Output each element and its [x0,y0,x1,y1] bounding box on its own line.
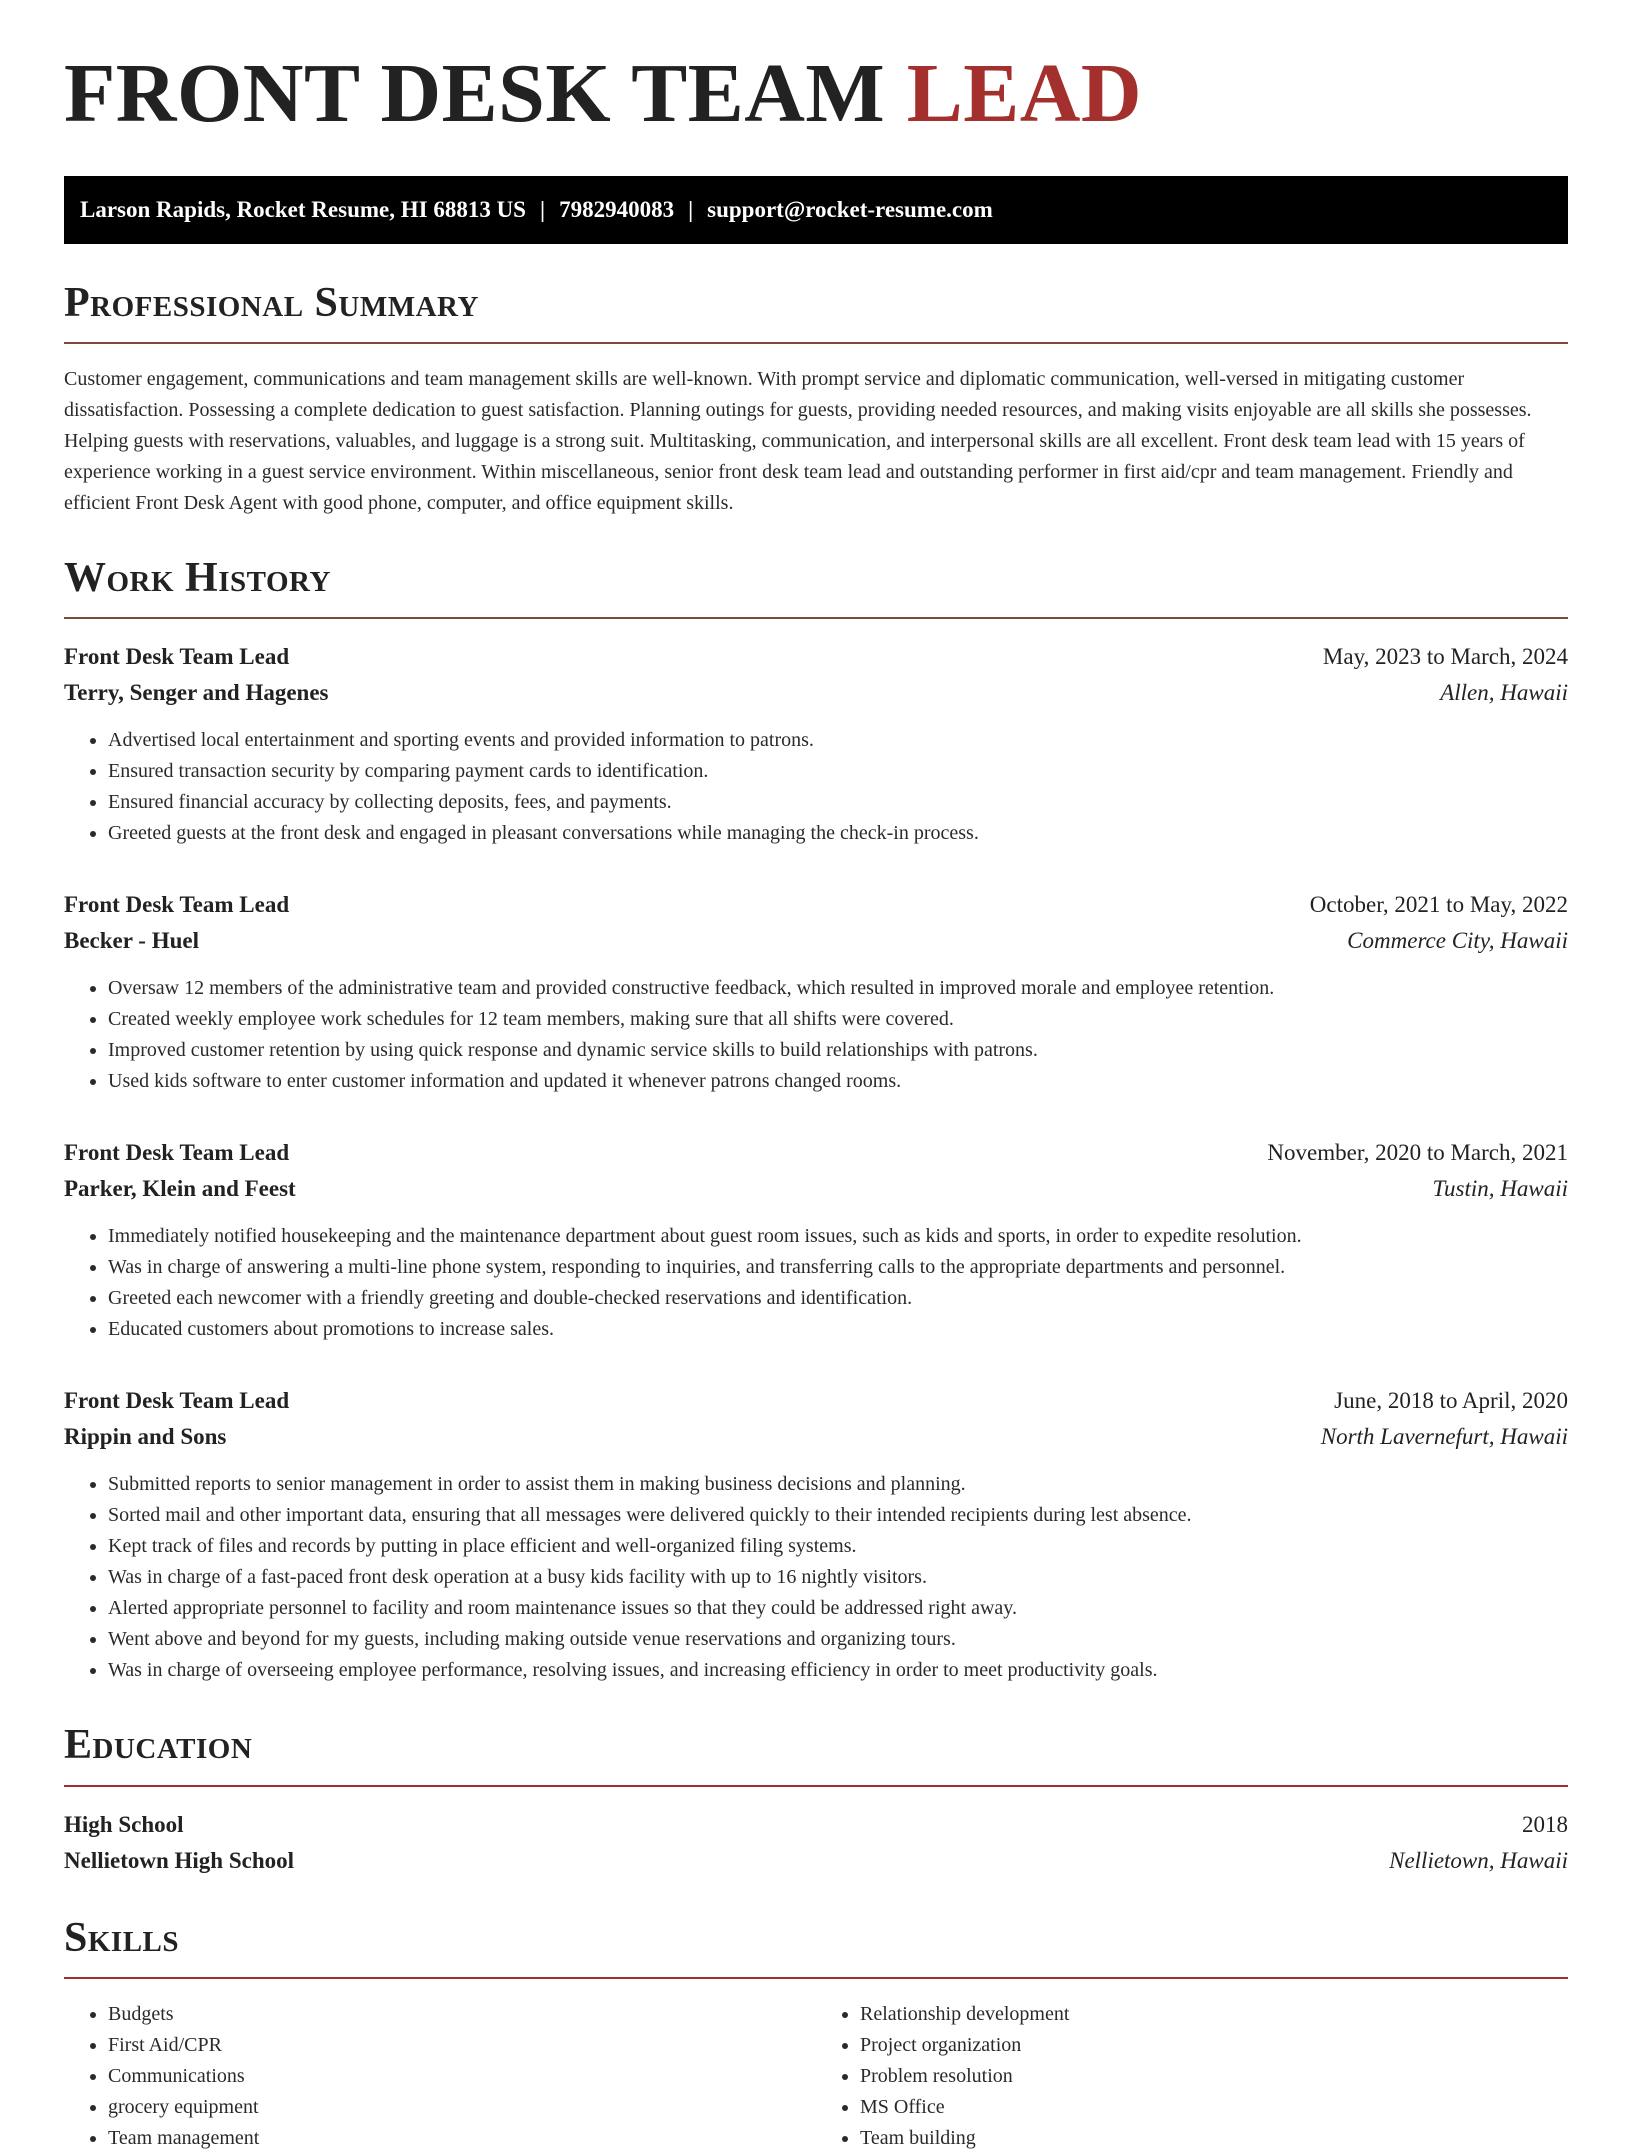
job-title: Front Desk Team Lead [64,1388,290,1414]
job-bullet: • Greeted each newcomer with a friendly greeting and double-checked reservations and identification. [108,1283,1568,1314]
job-bullet: • Went above and beyond for my guests, including making outside venue reservations and organizing tours. [108,1624,1568,1655]
contact-phone: 7982940083 [559,197,675,222]
job-header-row [64,1383,1568,1419]
job-location: Tustin, Hawaii [1432,1176,1568,1202]
job-bullet: • Immediately notified housekeeping and the maintenance department about guest room issues, such as kids and sports, in order to expedite resolution. [108,1221,1568,1252]
job-bullets [64,973,1568,1097]
job-title: Front Desk Team Lead [64,892,290,918]
contact-bar [64,176,1568,244]
job-bullet: • Ensured transaction security by comparing payment cards to identification. [108,756,1568,787]
job-header-row [64,639,1568,675]
title-accent: LEAD [906,47,1143,140]
section-divider [64,1977,1568,1979]
skill-item: • Problem resolution [860,2061,1568,2092]
skill-item: • Team management [108,2123,816,2154]
job-location: Commerce City, Hawaii [1347,928,1568,954]
job-dates: May, 2023 to March, 2024 [1322,644,1568,670]
education-year: 2018 [1522,1811,1568,1837]
job-bullets [64,1221,1568,1345]
job-dates: November, 2020 to March, 2021 [1267,1140,1568,1166]
job-bullet: • Educated customers about promotions to increase sales. [108,1314,1568,1345]
job-bullet: • Alerted appropriate personnel to facility and room maintenance issues so that they could be addressed right away. [108,1593,1568,1624]
education-school: Nellietown High School [64,1847,295,1873]
job-bullet: • Ensured financial accuracy by collecting deposits, fees, and payments. [108,787,1568,818]
job-bullet: • Greeted guests at the front desk and engaged in pleasant conversations while managing the check-in process. [108,818,1568,849]
job-bullet: • Advertised local entertainment and sporting events and provided information to patrons. [108,725,1568,756]
education-degree: High School [64,1811,184,1837]
contact-separator: | [688,197,694,222]
job-bullet: • Used kids software to enter customer information and updated it whenever patrons changed rooms. [108,1066,1568,1097]
job-company: Terry, Senger and Hagenes [64,680,329,706]
job-company-row [64,675,1568,711]
skills-list-right [816,1999,1568,2154]
job-company-row [64,1171,1568,1207]
job-company: Parker, Klein and Feest [64,1176,296,1202]
job-title: Front Desk Team Lead [64,1140,290,1166]
skill-item: • First Aid/CPR [108,2030,816,2061]
job-company-row [64,923,1568,959]
contact-email: support@rocket-resume.com [707,197,993,222]
job-entry [64,1135,1568,1345]
education-location: Nellietown, Hawaii [1389,1847,1568,1873]
work-history-heading: Work History [64,555,331,602]
contact-separator: | [539,197,546,222]
job-header-row [64,887,1568,923]
job-bullet: • Was in charge of answering a multi-line phone system, responding to inquiries, and transferring calls to the appropriate departments and personnel. [108,1252,1568,1283]
job-dates: June, 2018 to April, 2020 [1334,1388,1568,1414]
education-school-row [64,1843,1568,1879]
job-header-row [64,1135,1568,1171]
job-bullet: • Improved customer retention by using quick response and dynamic service skills to build relationships with patrons. [108,1035,1568,1066]
work-history-section [64,555,1568,1686]
job-company: Rippin and Sons [64,1424,227,1450]
job-title: Front Desk Team Lead [64,644,290,670]
summary-text: Customer engagement, communications and team management skills are well-known. With prompt service and diplomatic communication, well-versed in mitigating customer dissatisfaction. Possessing a complete dedication to guest satisfaction. Planning outings for guests, providing needed resources, and making visits enjoyable are all skills she possesses. Helping guests with reservations, valuables, and luggage is a strong suit. Multitasking, communication, and interpersonal skills are all excellent. Front desk team lead with 15 years of experience working in a guest service environment. Within miscellaneous, senior front desk team lead and outstanding performer in first aid/cpr and team management. Friendly and efficient Front Desk Agent with good phone, computer, and office equipment skills. [64,368,1532,515]
job-bullets [64,725,1568,849]
job-bullet: • Kept track of files and records by putting in place efficient and well-organized filing systems. [108,1531,1568,1562]
skills-list-left [64,1999,816,2154]
job-entry [64,887,1568,1097]
summary-heading: Professional Summary [64,280,479,326]
resume-title [64,47,1568,140]
job-bullet: • Was in charge of a fast-paced front desk operation at a busy kids facility with up to 16 nightly visitors. [108,1562,1568,1593]
skill-item: • MS Office [860,2092,1568,2123]
skills-heading: Skills [64,1914,180,1961]
job-bullet: • Created weekly employee work schedules for 12 team members, making sure that all shifts were covered. [108,1004,1568,1035]
skill-item: • Budgets [108,1999,816,2030]
job-dates: October, 2021 to May, 2022 [1309,892,1568,918]
job-location: North Lavernefurt, Hawaii [1320,1424,1568,1450]
job-bullet: • Oversaw 12 members of the administrative team and provided constructive feedback, which resulted in improved morale and employee retention. [108,973,1568,1004]
summary-section [64,280,1568,519]
job-entry [64,1383,1568,1686]
job-bullet: • Was in charge of overseeing employee performance, resolving issues, and increasing efficiency in order to meet productivity goals. [108,1655,1568,1686]
contact-address: Larson Rapids, Rocket Resume, HI 68813 US [80,197,526,222]
skills-section [64,1915,1568,2154]
job-bullet: • Submitted reports to senior management in order to assist them in making business decisions and planning. [108,1469,1568,1500]
section-divider [64,342,1568,344]
section-divider [64,617,1568,619]
job-location: Allen, Hawaii [1440,680,1568,706]
job-company-row [64,1419,1568,1455]
title-main: FRONT DESK TEAM [64,47,886,140]
job-entry [64,639,1568,849]
job-company: Becker - Huel [64,928,199,954]
job-bullets [64,1469,1568,1686]
education-degree-row [64,1807,1568,1843]
skill-item: • grocery equipment [108,2092,816,2123]
section-divider [64,1785,1568,1787]
skill-item: • Team building [860,2123,1568,2154]
education-heading: Education [64,1722,253,1769]
skills-columns [64,1999,1568,2154]
skill-item: • Communications [108,2061,816,2092]
skill-item: • Relationship development [860,1999,1568,2030]
education-section [64,1722,1568,1878]
skill-item: • Project organization [860,2030,1568,2061]
job-bullet: • Sorted mail and other important data, ensuring that all messages were delivered quickly to their intended recipients during lest absence. [108,1500,1568,1531]
